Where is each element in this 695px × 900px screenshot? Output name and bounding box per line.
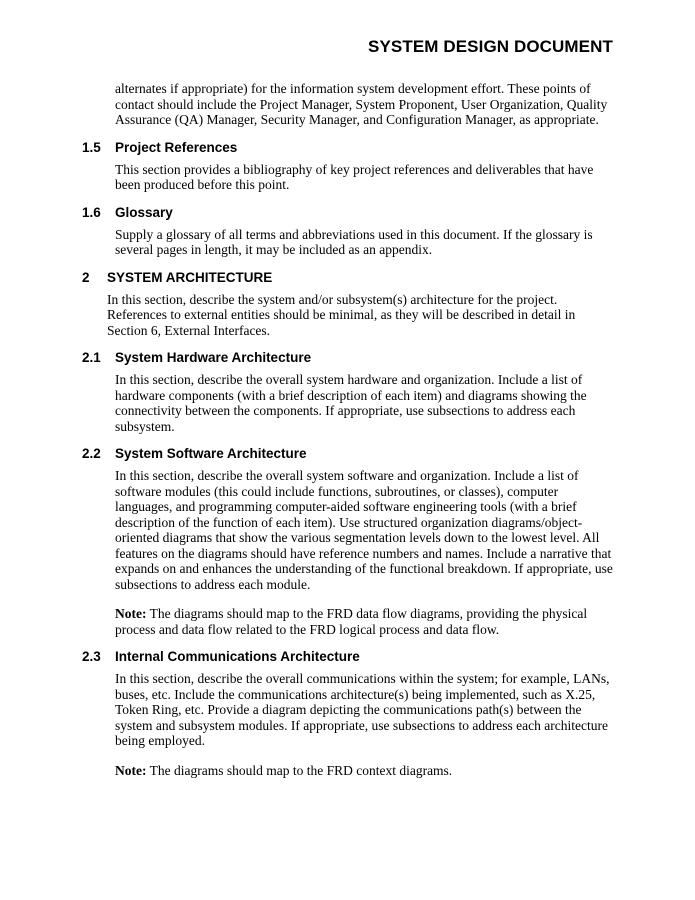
section-1-5-heading [82, 140, 614, 156]
note-label: Note: [115, 606, 147, 621]
section-title: SYSTEM ARCHITECTURE [107, 269, 273, 285]
section-number: 2.3 [82, 649, 101, 664]
section-2-3-heading [82, 649, 614, 665]
section-1-5-paragraph: This section provides a bibliography of key project references and deliverables that have been produced before this point. [115, 161, 594, 192]
section-title: System Hardware Architecture [115, 350, 312, 365]
section-title: Internal Communications Architecture [115, 649, 360, 664]
section-number: 1.6 [82, 204, 101, 220]
document-header-title: SYSTEM DESIGN DOCUMENT [368, 37, 613, 56]
section-2-2-heading [82, 446, 614, 462]
intro-paragraph: alternates if appropriate) for the information system development effort. These points of contact should include the Project Manager, System Proponent, User Organization, Quality Assurance (QA) Manager, Security Manager, and Configuration Manager, as appropriate. [115, 81, 608, 127]
section-2-1-heading [82, 350, 614, 366]
section-2-1-paragraph: In this section, describe the overall system hardware and organization. Include a list of hardware components (with a brief description of each item) and diagrams showing the connectivity between the components. If appropriate, use subsections to address each subsystem. [115, 372, 587, 434]
section-2-3-paragraph: In this section, describe the overall communications within the system; for example, LANs, buses, etc. Include the communications architecture(s) being implemented, such as X.25, Token Ring, etc. Provide a diagram depicting the communications path(s) between the system and subsystem modules. If appropriate, use subsections to address each architecture being employed. [115, 671, 610, 748]
section-1-6-heading [82, 205, 614, 221]
section-number: 1.5 [82, 139, 101, 155]
section-title: Glossary [115, 204, 173, 220]
section-number: 2.1 [82, 350, 101, 365]
note-text: The diagrams should map to the FRD context diagrams. [146, 762, 453, 778]
section-2-2-paragraph: In this section, describe the overall system software and organization. Include a list of software modules (this could include functions, subroutines, or classes), computer languages, and programming computer-aided software engineering tools (with a brief description of the function of each item). Use structured organization diagrams/object-oriented diagrams that show the various segmentation levels down to the lowest level. All features on the diagrams should have reference numbers and names. Include a narrative that expands on and enhances the understanding of the functional breakdown. If appropriate, use subsections to address each module. [115, 468, 613, 592]
section-2-3-note [82, 763, 614, 779]
section-number: 2.2 [82, 446, 101, 461]
section-2-2-note [82, 606, 614, 637]
section-title: Project References [115, 139, 238, 155]
section-2-heading [82, 270, 614, 286]
section-title: System Software Architecture [115, 446, 307, 461]
section-1-6-paragraph: Supply a glossary of all terms and abbreviations used in this document. If the glossary is several pages in length, it may be included as an appendix. [115, 226, 593, 257]
note-text: The diagrams should map to the FRD data flow diagrams, providing the physical process and data flow related to the FRD logical process and data flow. [115, 606, 588, 637]
note-label: Note: [115, 762, 147, 778]
section-number: 2 [82, 269, 90, 285]
section-2-paragraph: In this section, describe the system and/or subsystem(s) architecture for the project. References to external entities should be minimal, as they will be described in detail in Section 6, External Interfaces. [107, 291, 576, 338]
document-body [82, 81, 614, 778]
